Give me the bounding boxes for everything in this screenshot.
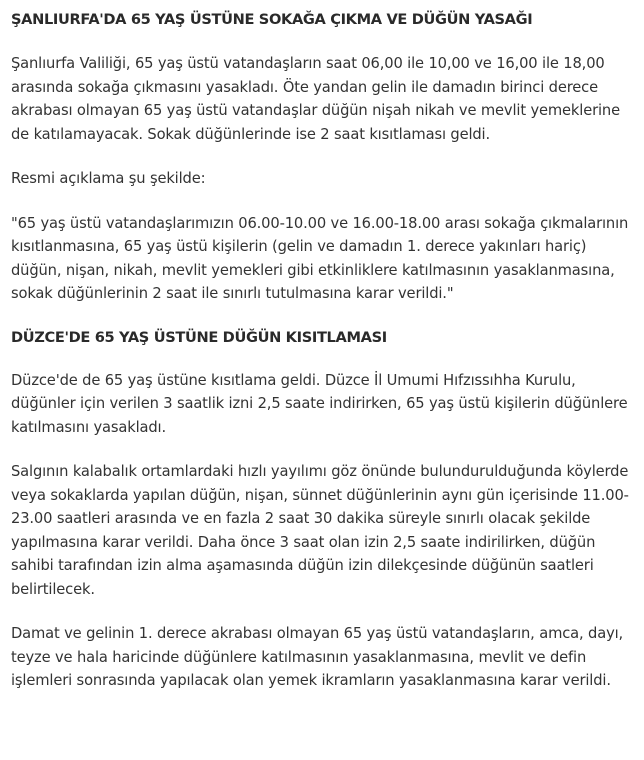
section-heading-duzce: DÜZCE'DE 65 YAŞ ÜSTÜNE DÜĞÜN KISITLAMASI [11,328,387,346]
paragraph-official-quote: "65 yaş üstü vatandaşlarımızın 06.00-10.00 ve 16.00-18.00 arası sokağa çıkmalarının kısıtlanmasına, 65 yaş üstü kişilerin (gelin ve damadın 1. derece yakınları hariç) düğün, nişan, nikah, mevlit yemekleri gibi etkinliklere katılmasının yasaklanmasına, sokak düğünlerinin 2 saat ile sınırlı tutulmasına karar verildi." [11,214,629,302]
section-heading-sanliurfa: ŞANLIURFA'DA 65 YAŞ ÜSTÜNE SOKAĞA ÇIKMA VE DÜĞÜN YASAĞI [11,11,533,28]
paragraph-duzce-summary: Düzce'de de 65 yaş üstüne kısıtlama geldi. Düzce İl Umumi Hıfzıssıhha Kurulu, düğünler için verilen 3 saatlik izni 2,5 saate indirirken, 65 yaş üstü kişilerin düğünlere katılmasını yasakladı. [11,371,628,436]
paragraph-sanliurfa-summary: Şanlıurfa Valiliği, 65 yaş üstü vatandaşların saat 06,00 ile 10,00 ve 16,00 ile 18,00 arasında sokağa çıkmasını yasakladı. Öte yandan gelin ile damadın birinci derece akrabası olmayan 65 yaş üstü vatandaşlar düğün nişah nikah ve mevlit yemeklerine de katılamayacak. Sokak düğünlerinde ise 2 saat kısıtlaması geldi. [11,55,620,143]
paragraph-duzce-relatives: Damat ve gelinin 1. derece akrabası olmayan 65 yaş üstü vatandaşların, amca, dayı, teyze ve hala haricinde düğünlere katılmasının yasaklanmasına, mevlit ve defin işlemleri sonrasında yapılacak olan yemek ikramların yasaklanmasına karar verildi. [11,625,624,689]
paragraph-duzce-details: Salgının kalabalık ortamlardaki hızlı yayılımı göz önünde bulundurulduğunda köylerde veya sokaklarda yapılan düğün, nişan, sünnet düğünlerinin aynı gün içerisinde 11.00-23.00 saatleri arasında ve en fazla 2 saat 30 dakika süreyle sınırlı olacak şekilde yapılmasına karar verildi. Daha önce 3 saat olan izin 2,5 saate indirilirken, düğün sahibi tarafından izin alma aşamasında düğün izin dilekçesinde düğünün saatleri belirtilecek. [11,463,629,598]
paragraph-statement-intro: Resmi açıklama şu şekilde: [11,170,206,187]
